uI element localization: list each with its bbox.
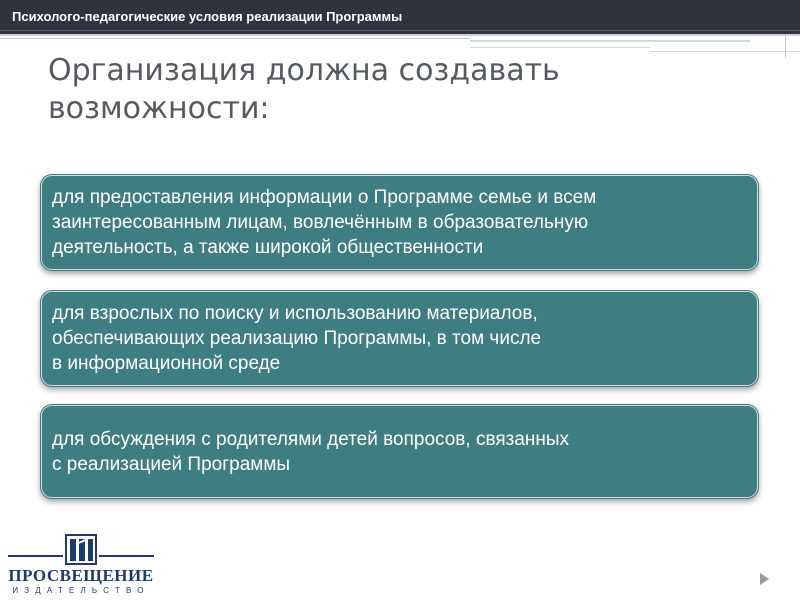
header-decor-line-3 xyxy=(470,40,750,42)
logo-title: ПРОСВЕЩЕНИЕ xyxy=(8,566,154,585)
list-item-text: для взрослых по поиску и использованию материалов, обеспечивающих реализацию Программы, в том числе в информационной среде xyxy=(52,303,542,374)
header-background xyxy=(0,0,800,34)
header-decor-line-2 xyxy=(0,38,470,39)
header-title: Психолого-педагогические условия реализации Программы xyxy=(12,9,403,24)
header-decor-line-1 xyxy=(0,34,800,36)
prosveshchenie-logo-icon xyxy=(6,534,156,568)
header-decor-line-6 xyxy=(785,34,786,58)
logo-subtitle: ИЗДАТЕЛЬСТВО xyxy=(12,586,150,595)
list-item-text: для предоставления информации о Программе семье и всем заинтересованным лицам, вовлечённым в образовательную деятельность, а также широкой общественности xyxy=(52,187,597,258)
page-number: 55 xyxy=(756,8,776,30)
publisher-logo xyxy=(6,534,156,598)
page-title: Организация должна создавать возможности: xyxy=(48,53,560,126)
header-decor-line-4 xyxy=(470,47,650,48)
list-item-text: для обсуждения с родителями детей вопросов, связанных с реализацией Программы xyxy=(52,428,570,475)
arrow-right-icon[interactable] xyxy=(760,573,769,585)
list-item-2 xyxy=(40,290,759,387)
list-item-1 xyxy=(40,174,759,271)
list-item-3 xyxy=(40,404,759,499)
header-decor-line-7 xyxy=(0,30,800,31)
